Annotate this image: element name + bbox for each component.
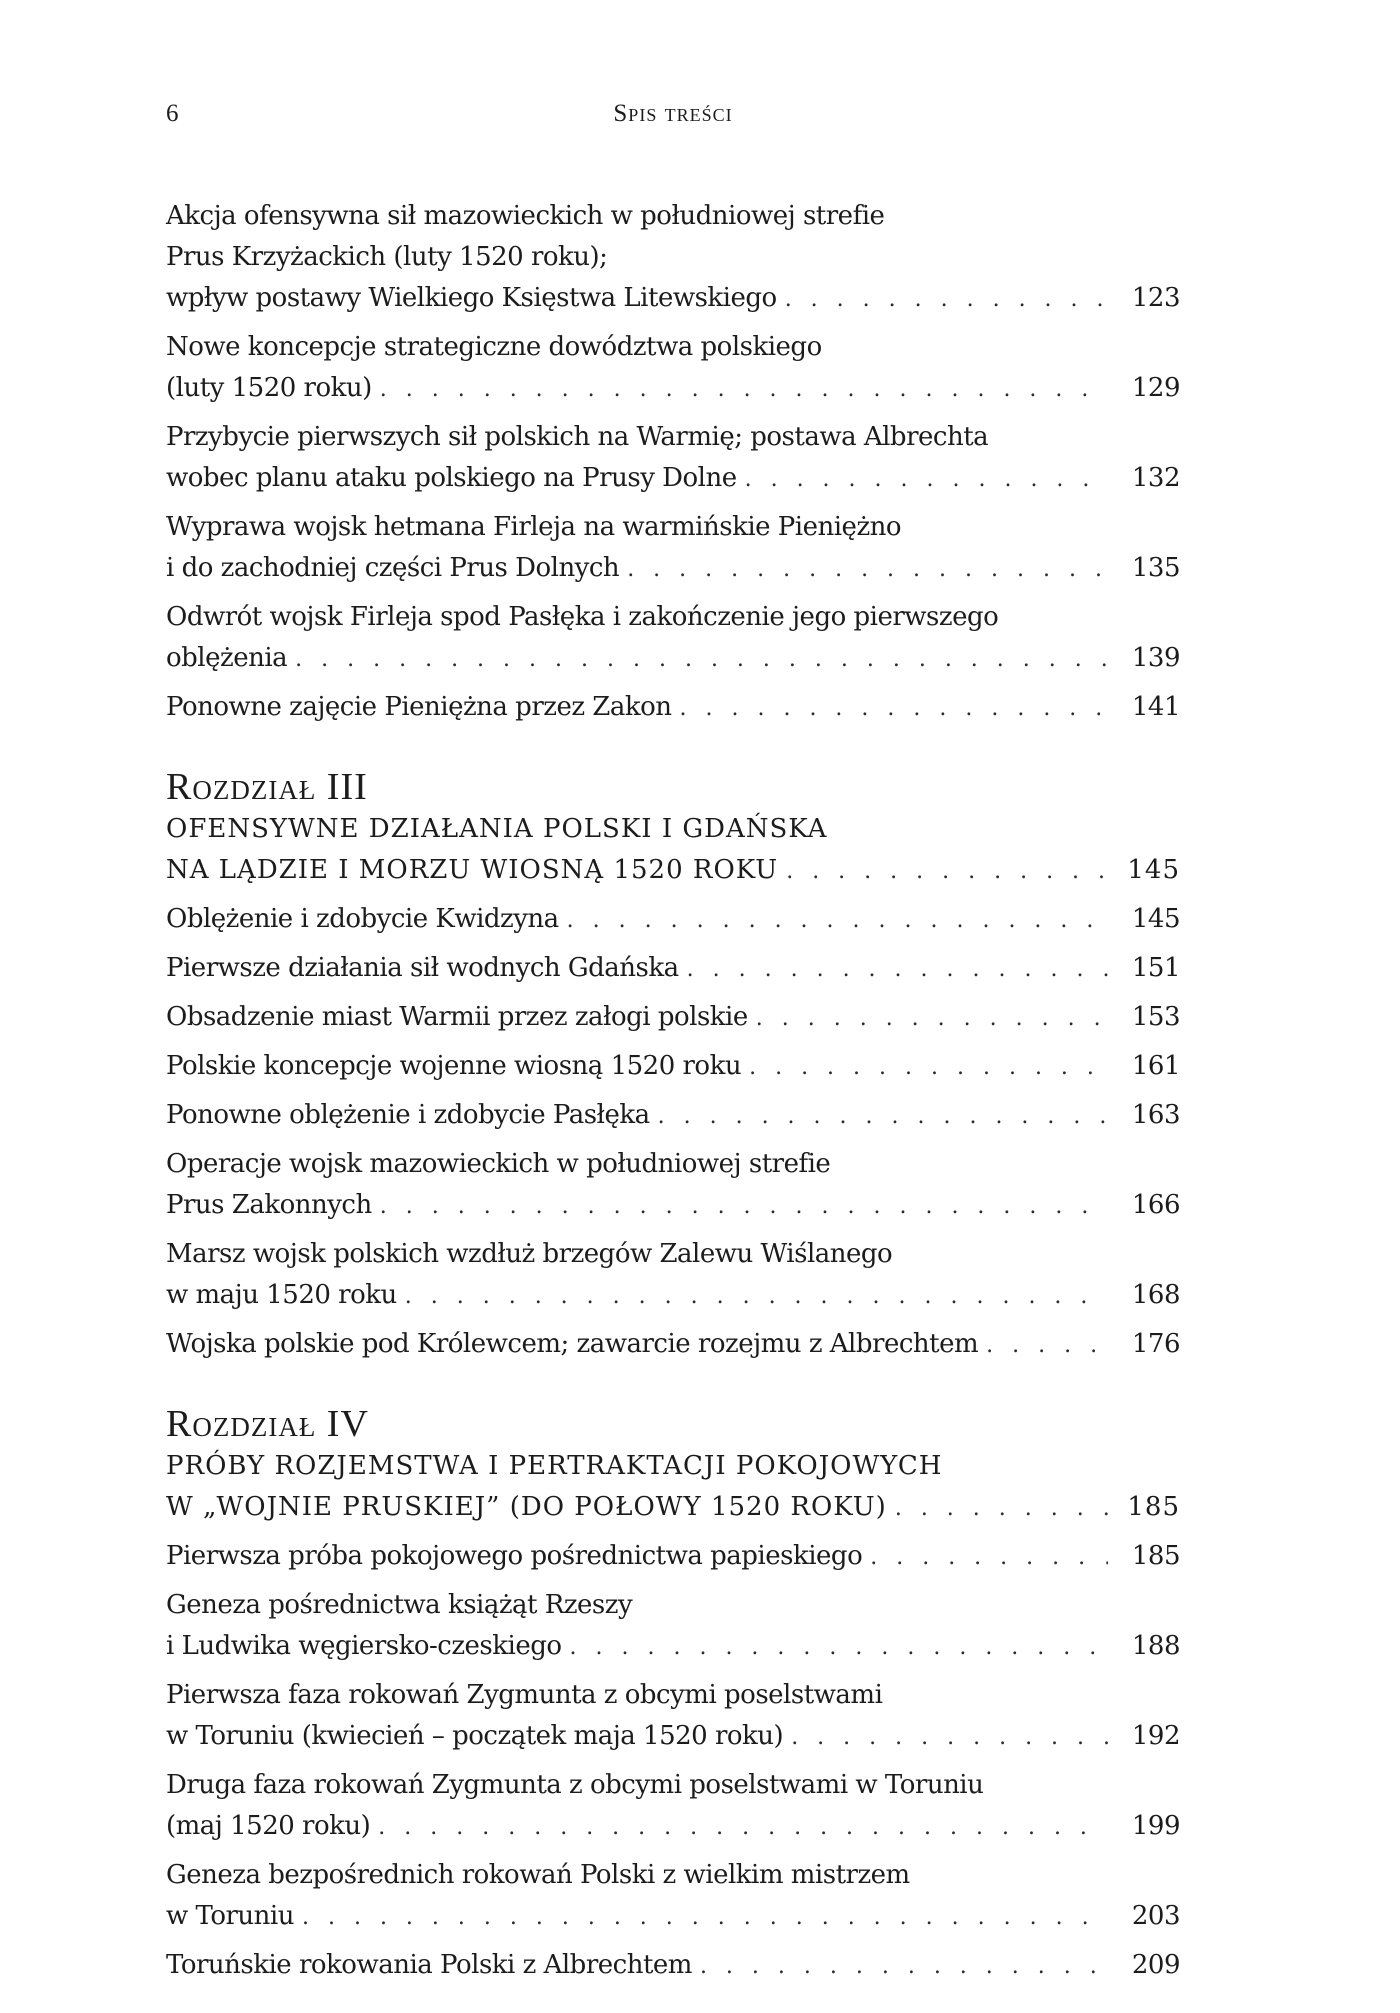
toc-entry <box>166 1095 1180 1137</box>
chapter-label: Rozdział III <box>166 766 368 808</box>
toc-entry-text: Oblężenie i zdobycie Kwidzyna <box>166 904 559 934</box>
toc-entry-text: (luty 1520 roku) <box>166 373 372 403</box>
page-ref: 141 <box>1131 692 1180 722</box>
toc-entry-text: Obsadzenie miast Warmii przez załogi polskie <box>166 1002 748 1032</box>
toc-entry <box>166 597 1180 680</box>
toc-entry-text: Ponowne oblężenie i zdobycie Pasłęka <box>166 1100 650 1130</box>
dot-leader <box>749 1047 1108 1088</box>
toc-entry <box>166 1234 1180 1317</box>
page-ref: 185 <box>1127 1492 1180 1522</box>
page-ref: 192 <box>1131 1721 1180 1751</box>
dot-leader <box>380 369 1108 410</box>
page-ref: 185 <box>1131 1541 1180 1571</box>
dot-leader <box>405 1276 1108 1317</box>
page-ref: 135 <box>1131 553 1180 583</box>
dot-leader <box>380 1186 1108 1227</box>
page-ref: 151 <box>1131 953 1180 983</box>
table-of-contents <box>166 196 1180 1994</box>
page-ref: 176 <box>1131 1329 1180 1359</box>
toc-entry-text: w Toruniu (kwiecień – początek maja 1520 roku) <box>166 1721 784 1751</box>
dot-leader <box>745 459 1108 500</box>
dot-leader <box>791 1717 1108 1758</box>
page-ref: 145 <box>1131 904 1180 934</box>
page-ref: 132 <box>1131 463 1180 493</box>
page-ref: 203 <box>1131 1901 1180 1931</box>
dot-leader <box>378 1807 1108 1848</box>
chapter-title-line: OFENSYWNE DZIAŁANIA POLSKI I GDAŃSKA <box>166 814 828 844</box>
toc-entry <box>166 948 1180 990</box>
toc-entry <box>166 507 1180 590</box>
dot-leader <box>700 1946 1108 1987</box>
running-head <box>166 100 1180 140</box>
toc-entry-text: Prus Zakonnych <box>166 1190 372 1220</box>
page-ref: 153 <box>1131 1002 1180 1032</box>
toc-entry-text: wobec planu ataku polskiego na Prusy Dolne <box>166 463 737 493</box>
chapter-4-entries <box>166 1536 1180 1987</box>
toc-entry <box>166 997 1180 1039</box>
running-title: Spis treści <box>613 100 733 127</box>
dot-leader <box>786 851 1108 892</box>
toc-entry-text: Wojska polskie pod Królewcem; zawarcie rozejmu z Albrechtem <box>166 1329 979 1359</box>
toc-entry-text: w maju 1520 roku <box>166 1280 397 1310</box>
dot-leader <box>687 949 1108 990</box>
dot-leader <box>895 1488 1108 1529</box>
toc-entry <box>166 1855 1180 1938</box>
dot-leader <box>785 279 1108 320</box>
toc-entry <box>166 899 1180 941</box>
chapter-4 <box>166 1402 1180 1987</box>
chapter-title-line: NA LĄDZIE I MORZU WIOSNĄ 1520 ROKU <box>166 855 779 885</box>
toc-entry <box>166 687 1180 729</box>
toc-entry-text: Polskie koncepcje wojenne wiosną 1520 roku <box>166 1051 742 1081</box>
dot-leader <box>870 1537 1108 1578</box>
toc-entry <box>166 1324 1180 1366</box>
toc-entry-text: Ponowne zajęcie Pieniężna przez Zakon <box>166 692 672 722</box>
page-ref: 209 <box>1131 1950 1180 1980</box>
toc-entry-text: Marsz wojsk polskich wzdłuż brzegów Zalewu Wiślanego <box>166 1239 893 1269</box>
dot-leader <box>658 1096 1108 1137</box>
toc-section-continuation <box>166 196 1180 729</box>
toc-entry-text: i do zachodniej części Prus Dolnych <box>166 553 620 583</box>
dot-leader <box>986 1325 1108 1366</box>
toc-entry-text: Nowe koncepcje strategiczne dowództwa polskiego <box>166 332 822 362</box>
page-ref: 145 <box>1127 855 1180 885</box>
chapter-3 <box>166 765 1180 1366</box>
toc-entry-text: Geneza bezpośrednich rokowań Polski z wielkim mistrzem <box>166 1860 910 1890</box>
toc-entry-text: oblężenia <box>166 643 288 673</box>
toc-entry-text: Operacje wojsk mazowieckich w południowej strefie <box>166 1149 831 1179</box>
toc-entry-text: Geneza pośrednictwa książąt Rzeszy <box>166 1590 633 1620</box>
toc-entry-text: Pierwsza próba pokojowego pośrednictwa papieskiego <box>166 1541 863 1571</box>
chapter-3-entries <box>166 899 1180 1366</box>
toc-entry-text: Odwrót wojsk Firleja spod Pasłęka i zakończenie jego pierwszego <box>166 602 999 632</box>
toc-entry-text: Akcja ofensywna sił mazowieckich w południowej strefie <box>166 201 885 231</box>
chapter-title-line: W „WOJNIE PRUSKIEJ” (DO POŁOWY 1520 ROKU) <box>166 1492 887 1522</box>
toc-entry <box>166 196 1180 320</box>
chapter-title <box>166 1446 1180 1529</box>
dot-leader <box>570 1627 1108 1668</box>
chapter-title <box>166 809 1180 892</box>
toc-entry-text: i Ludwika węgiersko-czeskiego <box>166 1631 562 1661</box>
dot-leader <box>627 549 1108 590</box>
toc-entry <box>166 1945 1180 1987</box>
page-ref: 199 <box>1131 1811 1180 1841</box>
page-number: 6 <box>166 100 179 127</box>
dot-leader <box>295 639 1108 680</box>
dot-leader <box>567 900 1108 941</box>
toc-entry <box>166 417 1180 500</box>
chapter-label: Rozdział IV <box>166 1403 369 1445</box>
toc-entry-text: (maj 1520 roku) <box>166 1811 371 1841</box>
dot-leader <box>680 688 1108 729</box>
chapter-title-line: PRÓBY ROZJEMSTWA I PERTRAKTACJI POKOJOWYCH <box>166 1451 943 1481</box>
toc-entry-text: Toruńskie rokowania Polski z Albrechtem <box>166 1950 692 1980</box>
page-ref: 123 <box>1131 283 1180 313</box>
toc-entry <box>166 1144 1180 1227</box>
toc-entry-text: Pierwsza faza rokowań Zygmunta z obcymi poselstwami <box>166 1680 883 1710</box>
page-ref: 161 <box>1131 1051 1180 1081</box>
toc-entry <box>166 1585 1180 1668</box>
page-ref: 166 <box>1131 1190 1180 1220</box>
dot-leader <box>756 998 1108 1039</box>
page-ref: 129 <box>1131 373 1180 403</box>
toc-entry <box>166 1046 1180 1088</box>
toc-entry <box>166 327 1180 410</box>
toc-entry-text: Pierwsze działania sił wodnych Gdańska <box>166 953 679 983</box>
toc-entry <box>166 1765 1180 1848</box>
toc-entry-text: wpływ postawy Wielkiego Księstwa Litewskiego <box>166 283 777 313</box>
toc-entry <box>166 1675 1180 1758</box>
page-ref: 168 <box>1131 1280 1180 1310</box>
page-ref: 188 <box>1131 1631 1180 1661</box>
toc-entry-text: Przybycie pierwszych sił polskich na Warmię; postawa Albrechta <box>166 422 989 452</box>
dot-leader <box>302 1897 1108 1938</box>
page-ref: 163 <box>1131 1100 1180 1130</box>
toc-entry-text: Prus Krzyżackich (luty 1520 roku); <box>166 242 608 272</box>
toc-entry-text: w Toruniu <box>166 1901 294 1931</box>
toc-entry <box>166 1536 1180 1578</box>
toc-entry-text: Wyprawa wojsk hetmana Firleja na warmińskie Pieniężno <box>166 512 902 542</box>
toc-entry-text: Druga faza rokowań Zygmunta z obcymi poselstwami w Toruniu <box>166 1770 984 1800</box>
page-ref: 139 <box>1131 643 1180 673</box>
